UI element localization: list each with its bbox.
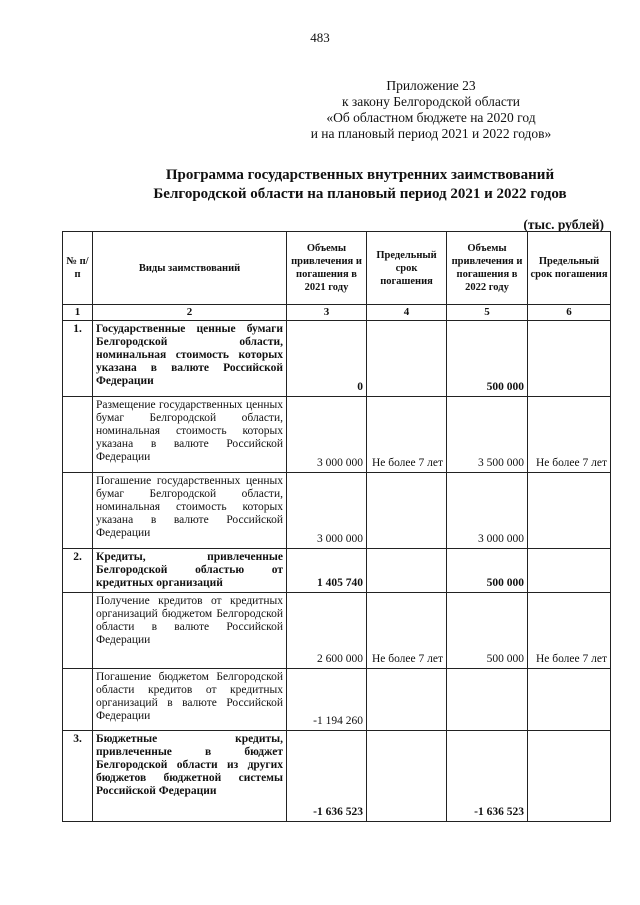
col-index: 1 — [63, 305, 93, 321]
row-vol-2022: 500 000 — [447, 321, 528, 397]
row-desc: Погашение государственных ценных бумаг Белгородской области, номинальная стоимость которых указана в валюте Российской Федерации — [93, 473, 287, 549]
col-index: 3 — [287, 305, 367, 321]
row-vol-2021: 3 000 000 — [287, 473, 367, 549]
row-desc: Государственные ценные бумаги Белгородской области, номинальная стоимость которых указана в валюте Российской Федерации — [93, 321, 287, 397]
header-type: Виды заимствований — [93, 232, 287, 305]
row-vol-2021: 3 000 000 — [287, 397, 367, 473]
table-row — [63, 669, 611, 731]
table-row — [63, 549, 611, 593]
row-term-2022: Не более 7 лет — [528, 397, 611, 473]
header-vol-2021: Объемы привлечения и погашения в 2021 году — [287, 232, 367, 305]
row-num — [63, 669, 93, 731]
title-line: Программа государственных внутренних заимствований — [165, 167, 555, 183]
row-term-2021: Не более 7 лет — [367, 593, 447, 669]
table-header-row — [63, 232, 611, 305]
column-index-row — [63, 305, 611, 321]
row-vol-2022: 3 500 000 — [447, 397, 528, 473]
appendix-line: к закону Белгородской области — [342, 94, 520, 109]
title-line: Белгородской области на плановый период 2021 и 2022 годов — [153, 186, 567, 202]
appendix-header — [266, 78, 596, 142]
row-num: 3. — [63, 731, 93, 822]
table-row — [63, 593, 611, 669]
col-index: 4 — [367, 305, 447, 321]
document-title — [0, 166, 640, 204]
row-vol-2022: 500 000 — [447, 593, 528, 669]
header-vol-2022: Объемы привлечения и погашения в 2022 году — [447, 232, 528, 305]
table-row — [63, 397, 611, 473]
appendix-line: «Об областном бюджете на 2020 год — [326, 110, 536, 125]
row-vol-2021: 0 — [287, 321, 367, 397]
header-term-2021: Предельный срок погашения — [367, 232, 447, 305]
row-vol-2021: -1 636 523 — [287, 731, 367, 822]
unit-label: (тыс. рублей) — [523, 217, 604, 232]
row-term-2022 — [528, 549, 611, 593]
row-num: 2. — [63, 549, 93, 593]
row-term-2021 — [367, 549, 447, 593]
row-term-2022 — [528, 473, 611, 549]
row-vol-2022: -1 636 523 — [447, 731, 528, 822]
row-vol-2021: 1 405 740 — [287, 549, 367, 593]
table-row — [63, 731, 611, 822]
row-num — [63, 473, 93, 549]
row-term-2022 — [528, 731, 611, 822]
appendix-line: и на плановый период 2021 и 2022 годов» — [310, 126, 552, 141]
col-index: 6 — [528, 305, 611, 321]
borrowing-table — [62, 231, 611, 822]
row-term-2022 — [528, 669, 611, 731]
row-desc: Погашение бюджетом Белгородской области кредитов от кредитных организаций в валюте Российской Федерации — [93, 669, 287, 731]
row-desc: Получение кредитов от кредитных организаций бюджетом Белгородской области в валюте Российской Федерации — [93, 593, 287, 669]
row-desc: Кредиты, привлеченные Белгородской областью от кредитных организаций — [93, 549, 287, 593]
row-term-2022: Не более 7 лет — [528, 593, 611, 669]
col-index: 5 — [447, 305, 528, 321]
row-term-2021: Не более 7 лет — [367, 397, 447, 473]
row-term-2022 — [528, 321, 611, 397]
col-index: 2 — [93, 305, 287, 321]
header-term-2022: Предельный срок погашения — [528, 232, 611, 305]
row-vol-2021: 2 600 000 — [287, 593, 367, 669]
row-term-2021 — [367, 731, 447, 822]
row-num — [63, 397, 93, 473]
table-row — [63, 473, 611, 549]
row-vol-2021: -1 194 260 — [287, 669, 367, 731]
row-num: 1. — [63, 321, 93, 397]
row-vol-2022 — [447, 669, 528, 731]
row-term-2021 — [367, 321, 447, 397]
row-num — [63, 593, 93, 669]
header-num: № п/п — [63, 232, 93, 305]
table-row — [63, 321, 611, 397]
appendix-line: Приложение 23 — [386, 78, 476, 93]
row-vol-2022: 3 000 000 — [447, 473, 528, 549]
row-desc: Размещение государственных ценных бумаг Белгородской области, номинальная стоимость которых указана в валюте Российской Федерации — [93, 397, 287, 473]
row-term-2021 — [367, 669, 447, 731]
page-number: 483 — [310, 30, 330, 45]
row-desc: Бюджетные кредиты, привлеченные в бюджет Белгородской области из других бюджетов бюджетной системы Российской Федерации — [93, 731, 287, 822]
row-vol-2022: 500 000 — [447, 549, 528, 593]
row-term-2021 — [367, 473, 447, 549]
